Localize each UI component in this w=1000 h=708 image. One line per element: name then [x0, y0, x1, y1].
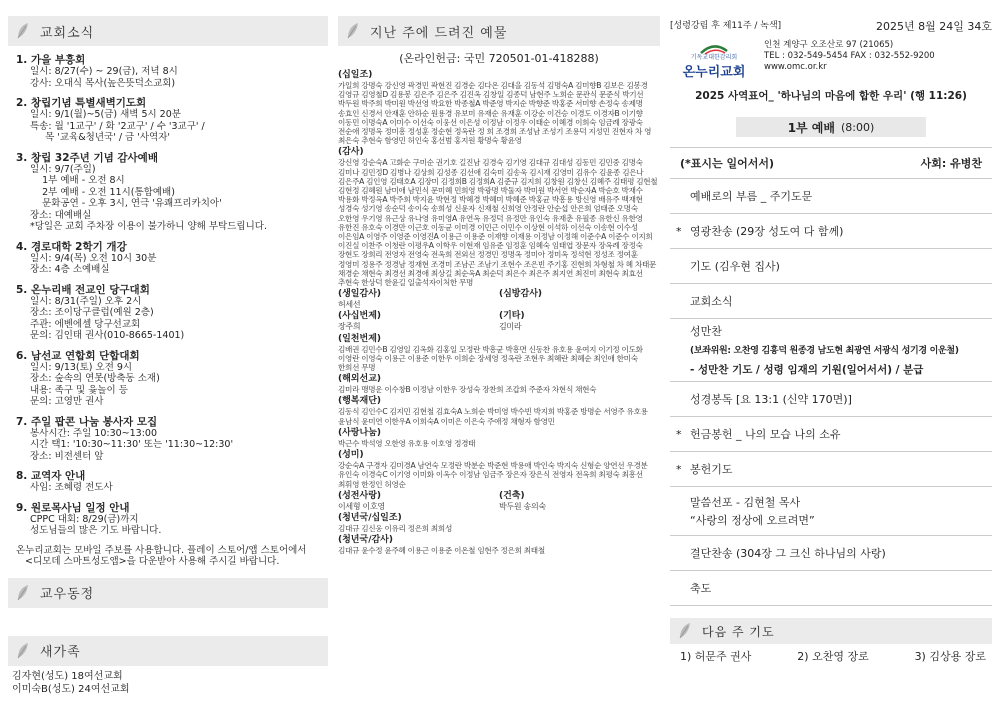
presider-row: [670, 148, 992, 179]
notice-line: 특송: 월 '1교구' / 화 '2교구' / 수 '3교구' /: [30, 120, 205, 132]
birthday-label: (생일감사): [338, 289, 382, 300]
notice-item: [16, 470, 328, 494]
order-label: 성만찬: [690, 325, 722, 338]
birthday-visit-row: [338, 287, 660, 309]
order-row: [670, 179, 992, 214]
build-label: (건축): [499, 490, 525, 501]
notice-item: [16, 241, 328, 276]
notice-line: 일시: 9/1(월)~5(금) 새벽 5시 20분: [30, 109, 181, 120]
order-row: [670, 382, 992, 417]
communion-prayer: - 성만찬 기도 / 성령 임재의 기원(일어서서) / 분급: [690, 364, 924, 376]
tithe-names: 가일희 강명숙 강신영 곽경민 곽현진 김경순 김다온 김대을 김동석 김명숙A 김미향B 김보은 김봉경 김영규 김영철D 김용봉 김은주 김은주 김진옥 김창일 김종덕 남현주 노희순 문관식 문준식 박기선 박두원 박주희 박미원 박선영 박요한 박종철A 박준영 박지순 박향준 박홍준 서미향 손정숙 송제명 송효인 신경서 안재훈 안하순 원용경 유보미 유재순 유재훈 이강순 이건승 이경도 이경자B 이기향 이동민 이명숙A 이미수 이선숙 이웅선 이은성 이정남 이정우 이태순 이혜경 이희숙 임금례 장광숙 전순애 정명옥 정미흥 정성훈 정순현 정옥란 정 희 조경희 조성남 조성기 조용덕 지성민 진현자 차 영 최은숙 추현숙 함영민 허인숙 홍선범 홍지원 황명숙 황윤영: [338, 81, 652, 146]
overseas-names: 김미라 맹명운 이수창B 이정남 이한우 장성숙 장찬희 조갑희 주준자 차현식 채현숙: [338, 385, 597, 395]
bulletin-date: 2025년 8월 24일 34호: [876, 20, 992, 33]
notice-line: *당일은 교회 주차장 이용이 불가하니 양해 부탁드립니다.: [30, 221, 267, 232]
order-label: 예배로의 부름 _ 주기도문: [690, 190, 813, 203]
order-row: [670, 284, 992, 319]
leaf-icon: [16, 22, 30, 40]
notice-title: 1. 가을 부흥회: [16, 54, 86, 66]
bulletin-header: [670, 18, 992, 34]
notice-title: 9. 원로목사님 일정 안내: [16, 501, 130, 514]
website-link[interactable]: www.omc.or.kr: [764, 62, 827, 72]
notice-title: 4. 경로대학 2학기 개강: [16, 240, 127, 253]
notice-line: 내용: 족구 및 윷놀이 등: [30, 384, 128, 396]
notice-line: 일시: 8/27(수) ~ 29(금), 저녁 8시: [30, 66, 178, 77]
notice-line: 일시: 8/31(주일) 오후 2시: [30, 295, 142, 307]
order-row: [670, 571, 992, 606]
worship-column: [670, 0, 992, 708]
temple-build-row: [338, 489, 660, 511]
notice-item: [16, 54, 328, 89]
order-row: [670, 319, 992, 382]
notice-line: 2부 예배 - 오전 11시(통합예배): [30, 186, 175, 198]
forty-label: (사십번제): [338, 311, 382, 322]
happiness-names: 김동식 김인수C 김지민 김현철 김효숙A 노희순 박미영 박수빈 박지희 박홍준 방명순 서영주 유호용 윤남식 윤미연 이한우A 이희숙A 이미은 이은숙 주애정 채형자 함영민: [338, 407, 648, 426]
standing-mark: *: [676, 224, 682, 238]
tithe-label: (십일조): [338, 70, 373, 80]
notice-title: 3. 창립 32주년 기념 감사예배: [16, 151, 158, 164]
notice-line: 강사: 오대식 목사(높은뜻덕소교회): [30, 77, 176, 89]
notice-line: 문의: 고영만 권사: [30, 396, 104, 407]
prayer-item: 2) 오찬영 장로: [797, 650, 869, 663]
leaf-icon: [16, 642, 30, 660]
newcomer-header: [8, 636, 328, 666]
notice-line: 일시: 9/13(토) 오전 9시: [30, 361, 133, 373]
happiness-label: (행복재단): [338, 396, 382, 407]
prayer-title: 다음 주 기도: [702, 624, 775, 639]
order-label: 성경봉독 [요 13:1 (신약 170면)]: [690, 393, 852, 406]
order-row: [670, 487, 992, 536]
rice-names: 강순숙A 구경자 김미경A 남연숙 모정란 박분순 박준현 박용애 박인숙 박지숙 신형순 양연선 우경분 유인숙 이경숙C 이기영 이미화 이옥수 이정남 임금주 장은자 장은식 전영자 전옥희 최평숙 최흥선 최휘영 한정인 허영순: [338, 461, 648, 489]
prayer-item: 1) 허문주 권사: [680, 650, 752, 663]
notice-title: 8. 교역자 안내: [16, 470, 86, 482]
notice-title: 6. 남선교 연합회 단합대회: [16, 349, 140, 362]
notice-list: [8, 54, 328, 537]
standing-note: (*표시는 일어서서): [680, 157, 775, 170]
order-label: 축도: [690, 582, 712, 595]
notice-line: 성도님들의 많은 기도 바랍니다.: [30, 525, 162, 536]
forty-etc-row: [338, 309, 660, 331]
thanks-names: 강신영 강순숙A 고화순 구미순 권기호 길진남 김경숙 김기영 김대규 김대성 김동민 김민중 김명숙 김미나 김민정D 김병나 김상희 김성종 김선애 김숙미 김송욱 김시재 김영미 김유수 김윤종 김은나 김은주A 김인영 김태호A 김장미 김정희B 김정희A 김준규 김지희 김창원 김창신 김혜주 김태평 김현철 김현정 김혜원 남미애 남민식 문미혜 민희영 박광명 박둘자 박미원 박서연 박순자A 박순호 박재수 박용화 박정옥A 박주희 박지윤 박현정 박혜경 박혜미 박혜준 박홍균 박흥용 방신영 배유주 백재현 성경숙 성기영 송순덕 송이숙 송희성 신윤자 신재철 신희영 안정란 안순섭 안은희 엄태준 오명숙 오한영 우기영 유근상 유나영 유미영A 유연옥 유정덕 유정만 유인숙 유재춘 유필종 유한신 유한영 유한진 유호숙 이경만 이근호 이동균 이미경 이민근 이민수 이상현 이석하 이선숙 이송현 이수성 이은임A 이영주 이영준 이영진A 이용근 이용준 이재향 이재용 이정남 이정해 이준수A 이준수 이지희 이진실 이찬주 이청란 이평우A 이학우 이현재 임유준 임정훈 임혜숙 임태엽 장문자 장옥례 장정숙 장현도 장희리 전영자 전영숙 전옥희 전외선 정경민 정명옥 정미아 정미옥 정석현 정성조 정여훈 정영미 정용주 정경남 정재현 조경미 조남곤 조남기 조현수 조은빈 주기홍 진현희 차형철 차 혜 차태문 채경순 채현숙 최경선 최경애 최상길 최순옥A 최순덕 최은수 최은주 최지연 최진미 최현숙 최효선 추현숙 한상덕 한윤길 일출석자이처한 무명: [338, 158, 658, 288]
order-row: [670, 249, 992, 284]
notice-line: 장소: 대예배실: [30, 209, 92, 221]
order-label: 봉헌기도: [690, 463, 733, 476]
newcomer-item: 이미숙B(성도) 24여선교회: [12, 683, 130, 695]
order-row: [670, 417, 992, 452]
notice-line: 장소: 숲속의 연못(방축동 소재): [30, 373, 160, 384]
notice-line: 문화공연 - 오후 3시, 연극 '유쾌프리카치아': [30, 198, 222, 209]
leaf-icon: [346, 22, 360, 40]
denomination: 기독교대한감리회: [690, 54, 738, 61]
notice-item: [16, 350, 328, 408]
offering-header: [338, 16, 660, 46]
forty-names: 장주희: [338, 322, 361, 332]
etc-label: (기타): [499, 311, 525, 322]
order-row: [670, 214, 992, 249]
notice-line: 시간 택1: '10:30~11:30' 또는 '11:30~12:30': [30, 439, 234, 450]
newcomer-item: 김자현(성도) 18여선교회: [12, 670, 123, 682]
notice-item: [16, 502, 328, 537]
worship-order: [670, 147, 992, 606]
prayer-item: 3) 김상용 장로: [914, 650, 986, 663]
thanks-label: (감사): [338, 147, 364, 158]
communion-helpers: (보좌위원: 오찬영 김흥덕 원종경 남도현 최광연 서광식 성기경 이운철): [690, 346, 959, 356]
sharing-label: (사랑나눔): [338, 427, 382, 438]
logo-swoosh-icon: [699, 40, 729, 52]
service-time: (8:00): [841, 120, 875, 134]
temple-label: (성전사랑): [338, 490, 382, 501]
notice-line: 주관: 에벤에셀 당구선교회: [30, 318, 141, 330]
offering-column: [338, 0, 660, 708]
sharing-names: 박근수 박석영 오한영 유호용 이호영 정경태: [338, 438, 476, 448]
order-label: 결단찬송 (304장 그 크신 하나님의 사랑): [690, 547, 886, 560]
notice-line: 목 '교육&청년국' / 금 '사역자': [30, 132, 171, 143]
church-name: 온누리교회: [682, 65, 746, 80]
notice-line: 일시: 9/7(주일): [30, 163, 96, 175]
youth-tithe-names: 김대규 김신웅 이유리 정은희 최희성: [338, 523, 452, 533]
notice-item: [16, 284, 328, 342]
church-logo: [670, 40, 758, 80]
church-news-header: [8, 16, 328, 46]
prayer-header: [670, 618, 992, 644]
church-info: [670, 40, 992, 80]
order-row: [670, 536, 992, 571]
church-news-title: 교회소식: [40, 25, 95, 41]
order-label: 교회소식: [690, 295, 733, 308]
notice-line: 봉사시간: 주일 10:30~13:00: [30, 427, 158, 439]
leaf-icon: [678, 622, 692, 640]
order-row: [670, 452, 992, 487]
order-label: 영광찬송 (29장 성도여 다 함께): [690, 225, 844, 238]
newcomer-title: 새가족: [40, 645, 81, 660]
notice-line: 문의: 김인태 권사(010-8665-1401): [30, 330, 185, 341]
leaf-icon: [16, 584, 30, 602]
overseas-label: (해외선교): [338, 374, 382, 385]
standing-mark: *: [676, 462, 682, 476]
rice-label: (성미): [338, 450, 364, 461]
notice-line: 장소: 4층 소예배실: [30, 264, 110, 275]
visit-label: (심방감사): [499, 289, 543, 300]
youth-thanks-label: (청년국/감사): [338, 535, 393, 546]
sermon-title: “사랑의 정상에 오르려면”: [690, 514, 815, 527]
notice-item: [16, 152, 328, 233]
condolence-header: [8, 578, 328, 608]
temple-names: 이세형 이호영: [338, 501, 385, 511]
offering-title: 지난 주에 드려진 예물: [370, 25, 508, 41]
condolence-title: 교우동정: [40, 587, 95, 602]
service-title: [736, 117, 926, 137]
standing-mark: *: [676, 427, 682, 441]
ministry-motto: 2025 사역표어_ '하나님의 마음에 합한 우리' (행 11:26): [695, 90, 967, 102]
order-label: 기도 (김우현 집사): [690, 260, 780, 273]
build-names: 박두원 송의숙: [499, 501, 546, 511]
youth-thanks-names: 김대규 윤수정 윤주혜 이용근 이용준 이온철 임현주 정은희 최태철: [338, 546, 545, 556]
youth-tithe-label: (청년국/십일조): [338, 512, 402, 523]
newcomer-list: [8, 670, 328, 696]
notice-title: 7. 주일 팝콘 나눔 봉사자 모집: [16, 415, 158, 428]
thousand-names: 김배권 김민수B 김영일 김옥화 김홍일 모정란 박흥균 박흥면 신동찬 유호용 윤여지 이기정 이도화 이영란 이영숙 이용근 이용준 이한우 이희순 장세영 정옥란 조현우 최혜란 최혜순 최인애 한미숙 한희선 무명: [338, 344, 643, 373]
notice-line: CPPC 대회: 8/29(금)까지: [30, 513, 139, 525]
phone-fax: TEL : 032-549-5454 FAX : 032-552-9200: [764, 51, 935, 61]
thousand-label: (일천번제): [338, 333, 382, 344]
notice-line: 장소: 조이당구클럽(예원 2층): [30, 307, 154, 318]
presider: 사회: 유병찬: [920, 157, 982, 170]
notice-item: [16, 416, 328, 463]
service-name: 1부 예배: [787, 120, 835, 135]
notice-line: 사임: 조혜령 전도사: [30, 482, 113, 493]
etc-names: 김미라: [499, 322, 522, 332]
order-label: 말씀선포 - 김현철 목사: [690, 496, 801, 509]
address: 인천 계양구 오조산로 97 (21065): [764, 40, 894, 50]
prayer-list: [670, 644, 992, 664]
news-column: [8, 0, 328, 708]
online-offering-account: (온라인헌금: 국민 720501-01-418288): [399, 52, 599, 65]
notice-item: [16, 97, 328, 144]
notice-title: 2. 창립기념 특별새벽기도회: [16, 97, 147, 109]
mobile-app-note: 온누리교회는 모바일 주보를 사용합니다. 플레이 스토어/앱 스토어에서 <디모데 스마트성도앱>을 다운받아 사용해 주시길 바랍니다.: [16, 544, 307, 567]
notice-line: 일시: 9/4(목) 오전 10시 30분: [30, 252, 157, 264]
birthday-names: 허세선: [338, 300, 361, 310]
notice-line: 장소: 비전센터 앞: [30, 450, 104, 462]
contact-info: [764, 40, 935, 80]
order-label: 헌금봉헌 _ 나의 모습 나의 소유: [690, 428, 841, 441]
season-label: [성령강림 후 제11주 / 녹색]: [670, 21, 782, 31]
notice-line: 1부 예배 - 오전 8시: [30, 175, 125, 186]
notice-title: 5. 온누리배 전교인 당구대회: [16, 283, 150, 296]
